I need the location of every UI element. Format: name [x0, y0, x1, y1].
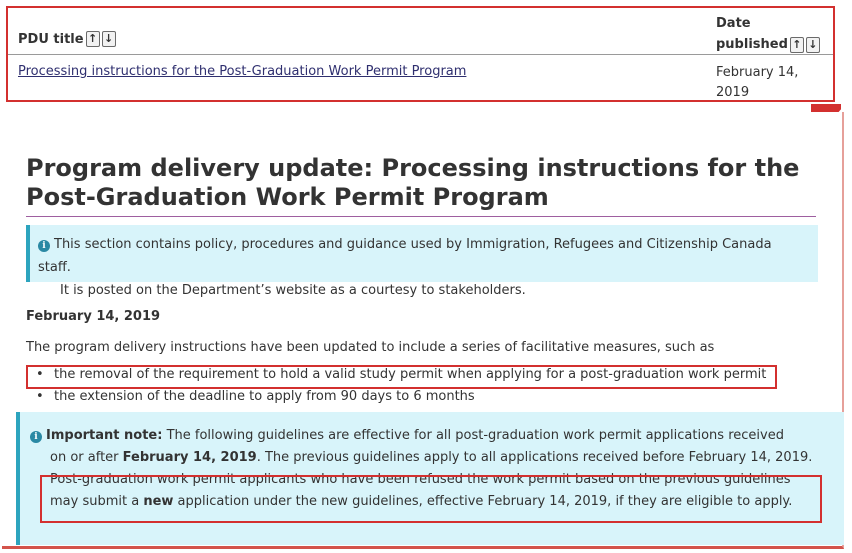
info-icon: i: [38, 240, 50, 252]
list-item: • the removal of the requirement to hold a valid study permit when applying for a post-graduation work permit: [26, 364, 806, 386]
highlight-box: [40, 475, 822, 523]
important-text: The following guidelines are effective for all post-graduation work permit applications received: [162, 428, 784, 443]
sort-down-icon[interactable]: ↓: [102, 31, 116, 47]
important-text: on or after: [50, 450, 123, 465]
intro-text: The program delivery instructions have been updated to include a series of facilitative measures, such as: [26, 340, 715, 355]
date-line: February 14,: [716, 65, 799, 80]
info-text: It is posted on the Department’s website as a courtesy to stakeholders.: [60, 283, 526, 298]
page-title: Program delivery update: Processing instructions for the Post-Graduation Work Permit Program: [26, 154, 800, 211]
column-header-label: PDU title: [18, 31, 84, 47]
important-text: application under the new guidelines, effective February 14, 2019, if they are eligible to apply.: [173, 494, 793, 509]
important-text: may submit a: [50, 494, 144, 509]
sort-up-icon[interactable]: ↑: [86, 31, 100, 47]
date-line: 2019: [716, 85, 750, 100]
info-text: This section contains policy, procedures and guidance used by Immigration, Refugees and Citizenship Canada staff.: [38, 237, 772, 275]
info-icon: i: [30, 431, 42, 443]
update-date-heading: February 14, 2019: [26, 309, 161, 324]
table-header-row: [8, 8, 833, 55]
pdu-title-link[interactable]: Processing instructions for the Post-Graduation Work Permit Program: [18, 64, 467, 79]
important-label: Important note:: [46, 428, 163, 443]
pdu-table: [6, 6, 835, 102]
page-content: [2, 112, 844, 549]
important-date: February 14, 2019: [122, 450, 257, 465]
important-paragraph: [30, 447, 834, 469]
title-divider: [26, 216, 816, 217]
important-text: . The previous guidelines apply to all applications received before February 14, 2019.: [256, 450, 813, 465]
info-alert: [26, 225, 818, 298]
column-header-label: Date: [716, 16, 751, 31]
highlight-box: [26, 365, 777, 389]
important-emphasis: new: [143, 494, 174, 509]
list-item: • the extension of the deadline to apply from 90 days to 6 months: [26, 386, 806, 408]
column-header-date-published: [716, 13, 820, 55]
sort-down-icon[interactable]: ↓: [806, 37, 820, 53]
date-published-cell: [716, 63, 826, 103]
important-paragraph: [30, 425, 834, 447]
column-header-label: published: [716, 37, 788, 52]
column-header-pdu-title: [18, 31, 116, 47]
sort-up-icon[interactable]: ↑: [790, 37, 804, 53]
important-paragraph: Post-graduation work permit applicants who have been refused the work permit based on the previous guidelines: [50, 472, 791, 487]
